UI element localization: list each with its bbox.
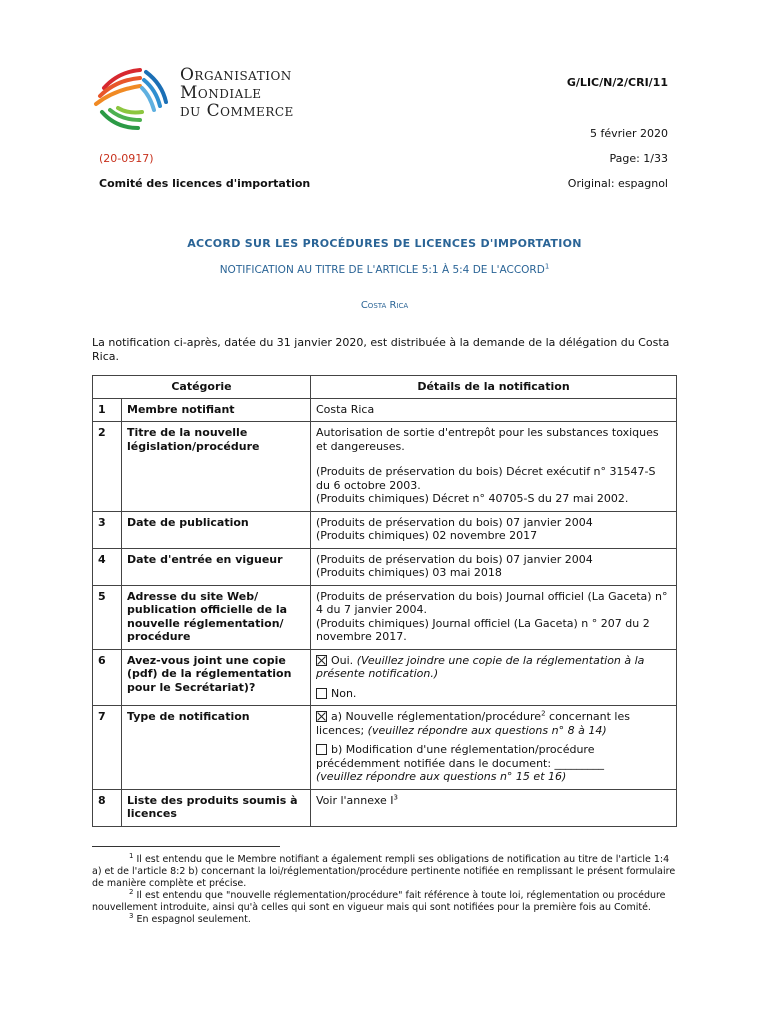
notification-table [92,375,677,827]
row-category: Titre de la nouvelle législation/procédure [122,422,311,512]
row-category: Liste des produits soumis à licences [122,789,311,826]
row-category: Membre notifiant [122,398,311,422]
detail-line: (Produits de préservation du bois) 07 janvier 2004 [316,515,593,529]
detail-line: Autorisation de sortie d'entrepôt pour les substances toxiques et dangereuses. [316,426,659,453]
option-no-label: Non. [331,686,357,700]
footnotes [92,851,677,926]
org-line-1: Organisation [180,65,292,85]
table-row [93,706,677,790]
row-number: 7 [93,706,122,790]
row-details [311,649,677,706]
option-b [316,743,671,770]
option-no [316,687,671,701]
org-line-2: Mondiale [180,83,262,103]
row-category: Type de notification [122,706,311,790]
detail-line: (Produits chimiques) 03 mai 2018 [316,566,502,579]
option-a-rest: concernant les licences; [316,710,630,737]
wto-emblem-icon [88,58,176,138]
row-details [311,706,677,790]
footnote-mark: 1 [129,851,134,860]
row-category: Avez-vous joint une copie (pdf) de la réglementation pour le Secrétariat)? [122,649,311,706]
document-subtitle [92,264,677,276]
option-yes-label: Oui. [331,653,354,667]
table-row [93,548,677,585]
table-row [93,585,677,649]
footnote [92,851,677,890]
subtitle-text: NOTIFICATION AU TITRE DE L'ARTICLE 5:1 À 5:4 DE L'ACCORD [219,264,545,276]
footnote-ref-3: 3 [393,792,398,801]
table-row [93,511,677,548]
row-details [311,422,677,512]
committee-name: Comité des licences d'importation [99,177,311,190]
footnote-text: Il est entendu que le Membre notifiant a également rempli ses obligations de notification au titre de l'article 1:4 a) et de l'article 8:2 b) concernant la loi/réglementation/procédure pertinente notifiée en remplissant le présent formulaire de manière complète et précise. [92,854,676,889]
row-number: 3 [93,511,122,548]
row-number: 8 [93,789,122,826]
document-date: 5 février 2020 [589,127,668,140]
option-b-note: (veuillez répondre aux questions n° 15 et 16) [316,770,567,783]
row-details [311,585,677,649]
original-language: Original: espagnol [567,177,668,190]
row-category: Date de publication [122,511,311,548]
row-number: 6 [93,649,122,706]
document-title: ACCORD SUR LES PROCÉDURES DE LICENCES D'IMPORTATION [187,237,582,250]
row-details [311,548,677,585]
unchecked-checkbox-icon[interactable] [316,744,327,755]
intro-paragraph: La notification ci-après, datée du 31 janvier 2020, est distribuée à la demande de la délégation du Costa Rica. [92,336,670,363]
option-b-label: b) Modification d'une réglementation/procédure précédemment notifiée dans le document: _________ [316,743,605,770]
row-details [311,398,677,422]
org-line-3: du Commerce [180,101,294,121]
detail-line: (Produits de préservation du bois) Décret exécutif n° 31547-S du 6 octobre 2003. [316,465,656,492]
checked-checkbox-icon[interactable] [316,655,327,666]
table-row [93,422,677,512]
detail-line: Voir l'annexe I [316,793,394,807]
header-details: Détails de la notification [311,376,677,399]
row-number: 2 [93,422,122,512]
country-name: Costa Rica [360,300,409,311]
table-row [93,649,677,706]
detail-line: (Produits chimiques) Journal officiel (La Gaceta) n ° 207 du 2 novembre 2017. [316,616,650,643]
footnote-mark: 2 [129,887,134,896]
table-row [93,789,677,826]
footnote [92,887,677,914]
option-a-label: a) Nouvelle réglementation/procédure [331,710,542,723]
header-category: Catégorie [93,376,311,399]
detail-line: (Produits de préservation du bois) Journal officiel (La Gaceta) n° 4 du 7 janvier 2004. [316,589,668,616]
footnote-divider [92,846,280,847]
option-yes-note: (Veuillez joindre une copie de la réglementation à la présente notification.) [316,653,645,680]
option-a-note: (veuillez répondre aux questions n° 8 à 14) [367,723,607,737]
footnote [92,911,677,926]
detail-line: (Produits de préservation du bois) 07 janvier 2004 [316,552,593,566]
unchecked-checkbox-icon[interactable] [316,688,327,699]
footnote-text: Il est entendu que "nouvelle réglementation/procédure" fait référence à toute loi, réglementation ou procédure nouvellement introduite, ainsi qu'à celles qui sont en vigueur mais qui sont notifiées pour la première fois au Comité. [92,890,666,913]
detail-line: (Produits chimiques) Décret n° 40705-S du 27 mai 2002. [316,492,629,505]
document-number: (20-0917) [99,152,154,165]
detail-line: Costa Rica [316,402,375,416]
row-number: 1 [93,398,122,422]
checked-checkbox-icon[interactable] [316,711,327,722]
page-number: Page: 1/33 [609,152,668,165]
footnote-text: En espagnol seulement. [136,914,251,925]
footnote-mark: 3 [129,911,134,920]
row-details [311,511,677,548]
footnote-ref-2: 2 [541,709,546,718]
org-name [180,66,294,120]
table-row [93,398,677,422]
option-a [316,710,671,737]
table-header-row [93,376,677,399]
footnote-ref-1: 1 [544,262,550,271]
row-number: 4 [93,548,122,585]
row-number: 5 [93,585,122,649]
option-yes [316,654,671,681]
wto-logo [88,58,176,138]
row-category: Adresse du site Web/ publication officielle de la nouvelle réglementation/ procédure [122,585,311,649]
detail-line: (Produits chimiques) 02 novembre 2017 [316,529,538,542]
row-category: Date d'entrée en vigueur [122,548,311,585]
document-symbol: G/LIC/N/2/CRI/11 [566,76,668,89]
row-details [311,789,677,826]
